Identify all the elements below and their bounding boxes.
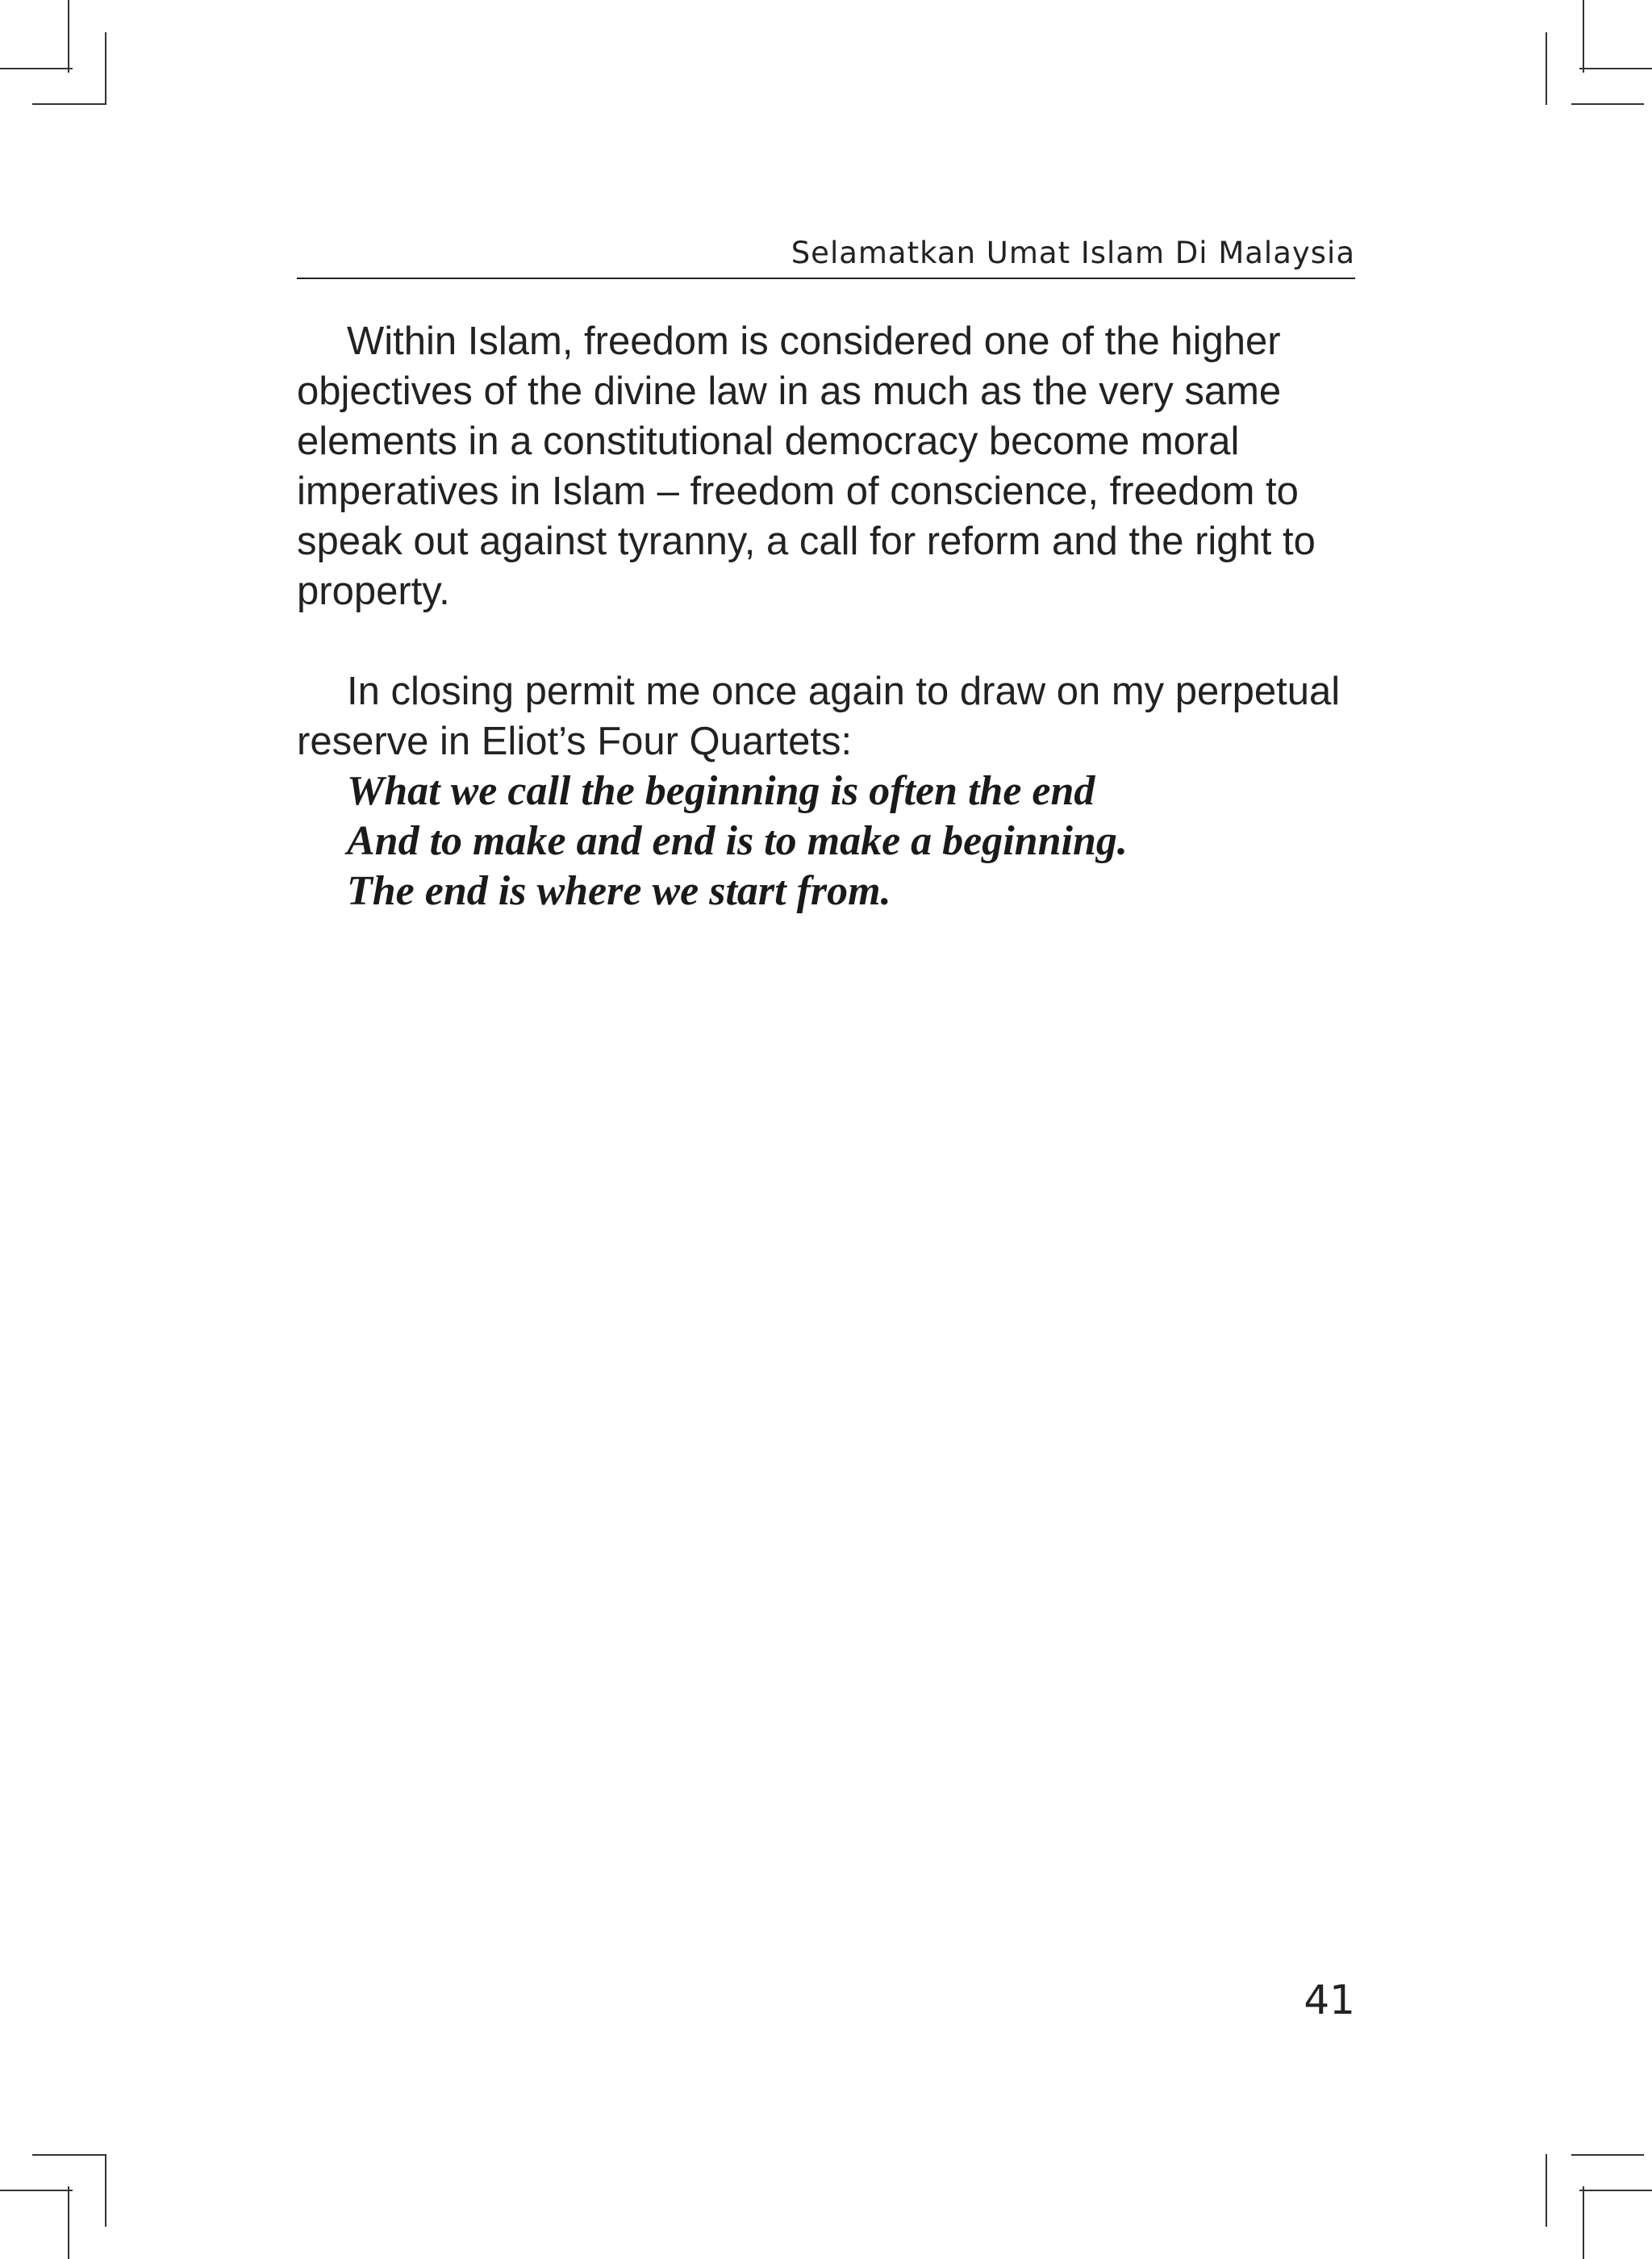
- crop-mark-bottom-left-horizontal-upper: [32, 2154, 105, 2156]
- crop-mark-top-right-vertical-inner: [1546, 32, 1547, 105]
- page-number: 41: [1304, 1977, 1355, 2023]
- crop-mark-bottom-left-horizontal-lower: [0, 2190, 73, 2191]
- quotation-four-quartets: [297, 766, 1355, 917]
- crop-mark-bottom-left-vertical-inner: [105, 2154, 106, 2227]
- crop-mark-top-left-horizontal-lower: [32, 103, 105, 105]
- crop-mark-bottom-left-vertical-outer: [68, 2186, 69, 2259]
- crop-mark-bottom-right-vertical-outer: [1583, 2186, 1584, 2259]
- page-body: [297, 316, 1355, 917]
- crop-mark-top-right-vertical-outer: [1583, 0, 1584, 73]
- crop-mark-bottom-right-horizontal-upper: [1571, 2154, 1644, 2156]
- quote-line: What we call the beginning is often the end: [347, 768, 1095, 814]
- crop-mark-top-left-vertical-outer: [68, 0, 69, 73]
- paragraph-closing: In closing permit me once again to draw on my perpetual reserve in Eliot’s Four Quartets:: [297, 670, 1341, 763]
- running-header: Selamatkan Umat Islam Di Malaysia: [791, 236, 1355, 270]
- crop-mark-bottom-right-vertical-inner: [1546, 2154, 1547, 2227]
- paragraph-freedom: Within Islam, freedom is considered one of the higher objectives of the divine law in as much as the very same elements in a constitutional democracy become moral imperatives in Islam – freedom of conscience, freedom to speak out against tyranny, a call for reform and the right to property.: [297, 319, 1316, 613]
- crop-mark-top-right-horizontal-upper: [1579, 68, 1652, 69]
- crop-mark-top-left-vertical-inner: [105, 32, 106, 105]
- header-rule: [297, 278, 1355, 279]
- crop-mark-bottom-right-horizontal-lower: [1579, 2190, 1652, 2191]
- quote-line: And to make and end is to make a beginning.: [347, 818, 1128, 864]
- crop-mark-top-left-horizontal-upper: [0, 68, 73, 69]
- crop-mark-top-right-horizontal-lower: [1571, 103, 1644, 105]
- quote-line: The end is where we start from.: [347, 868, 891, 914]
